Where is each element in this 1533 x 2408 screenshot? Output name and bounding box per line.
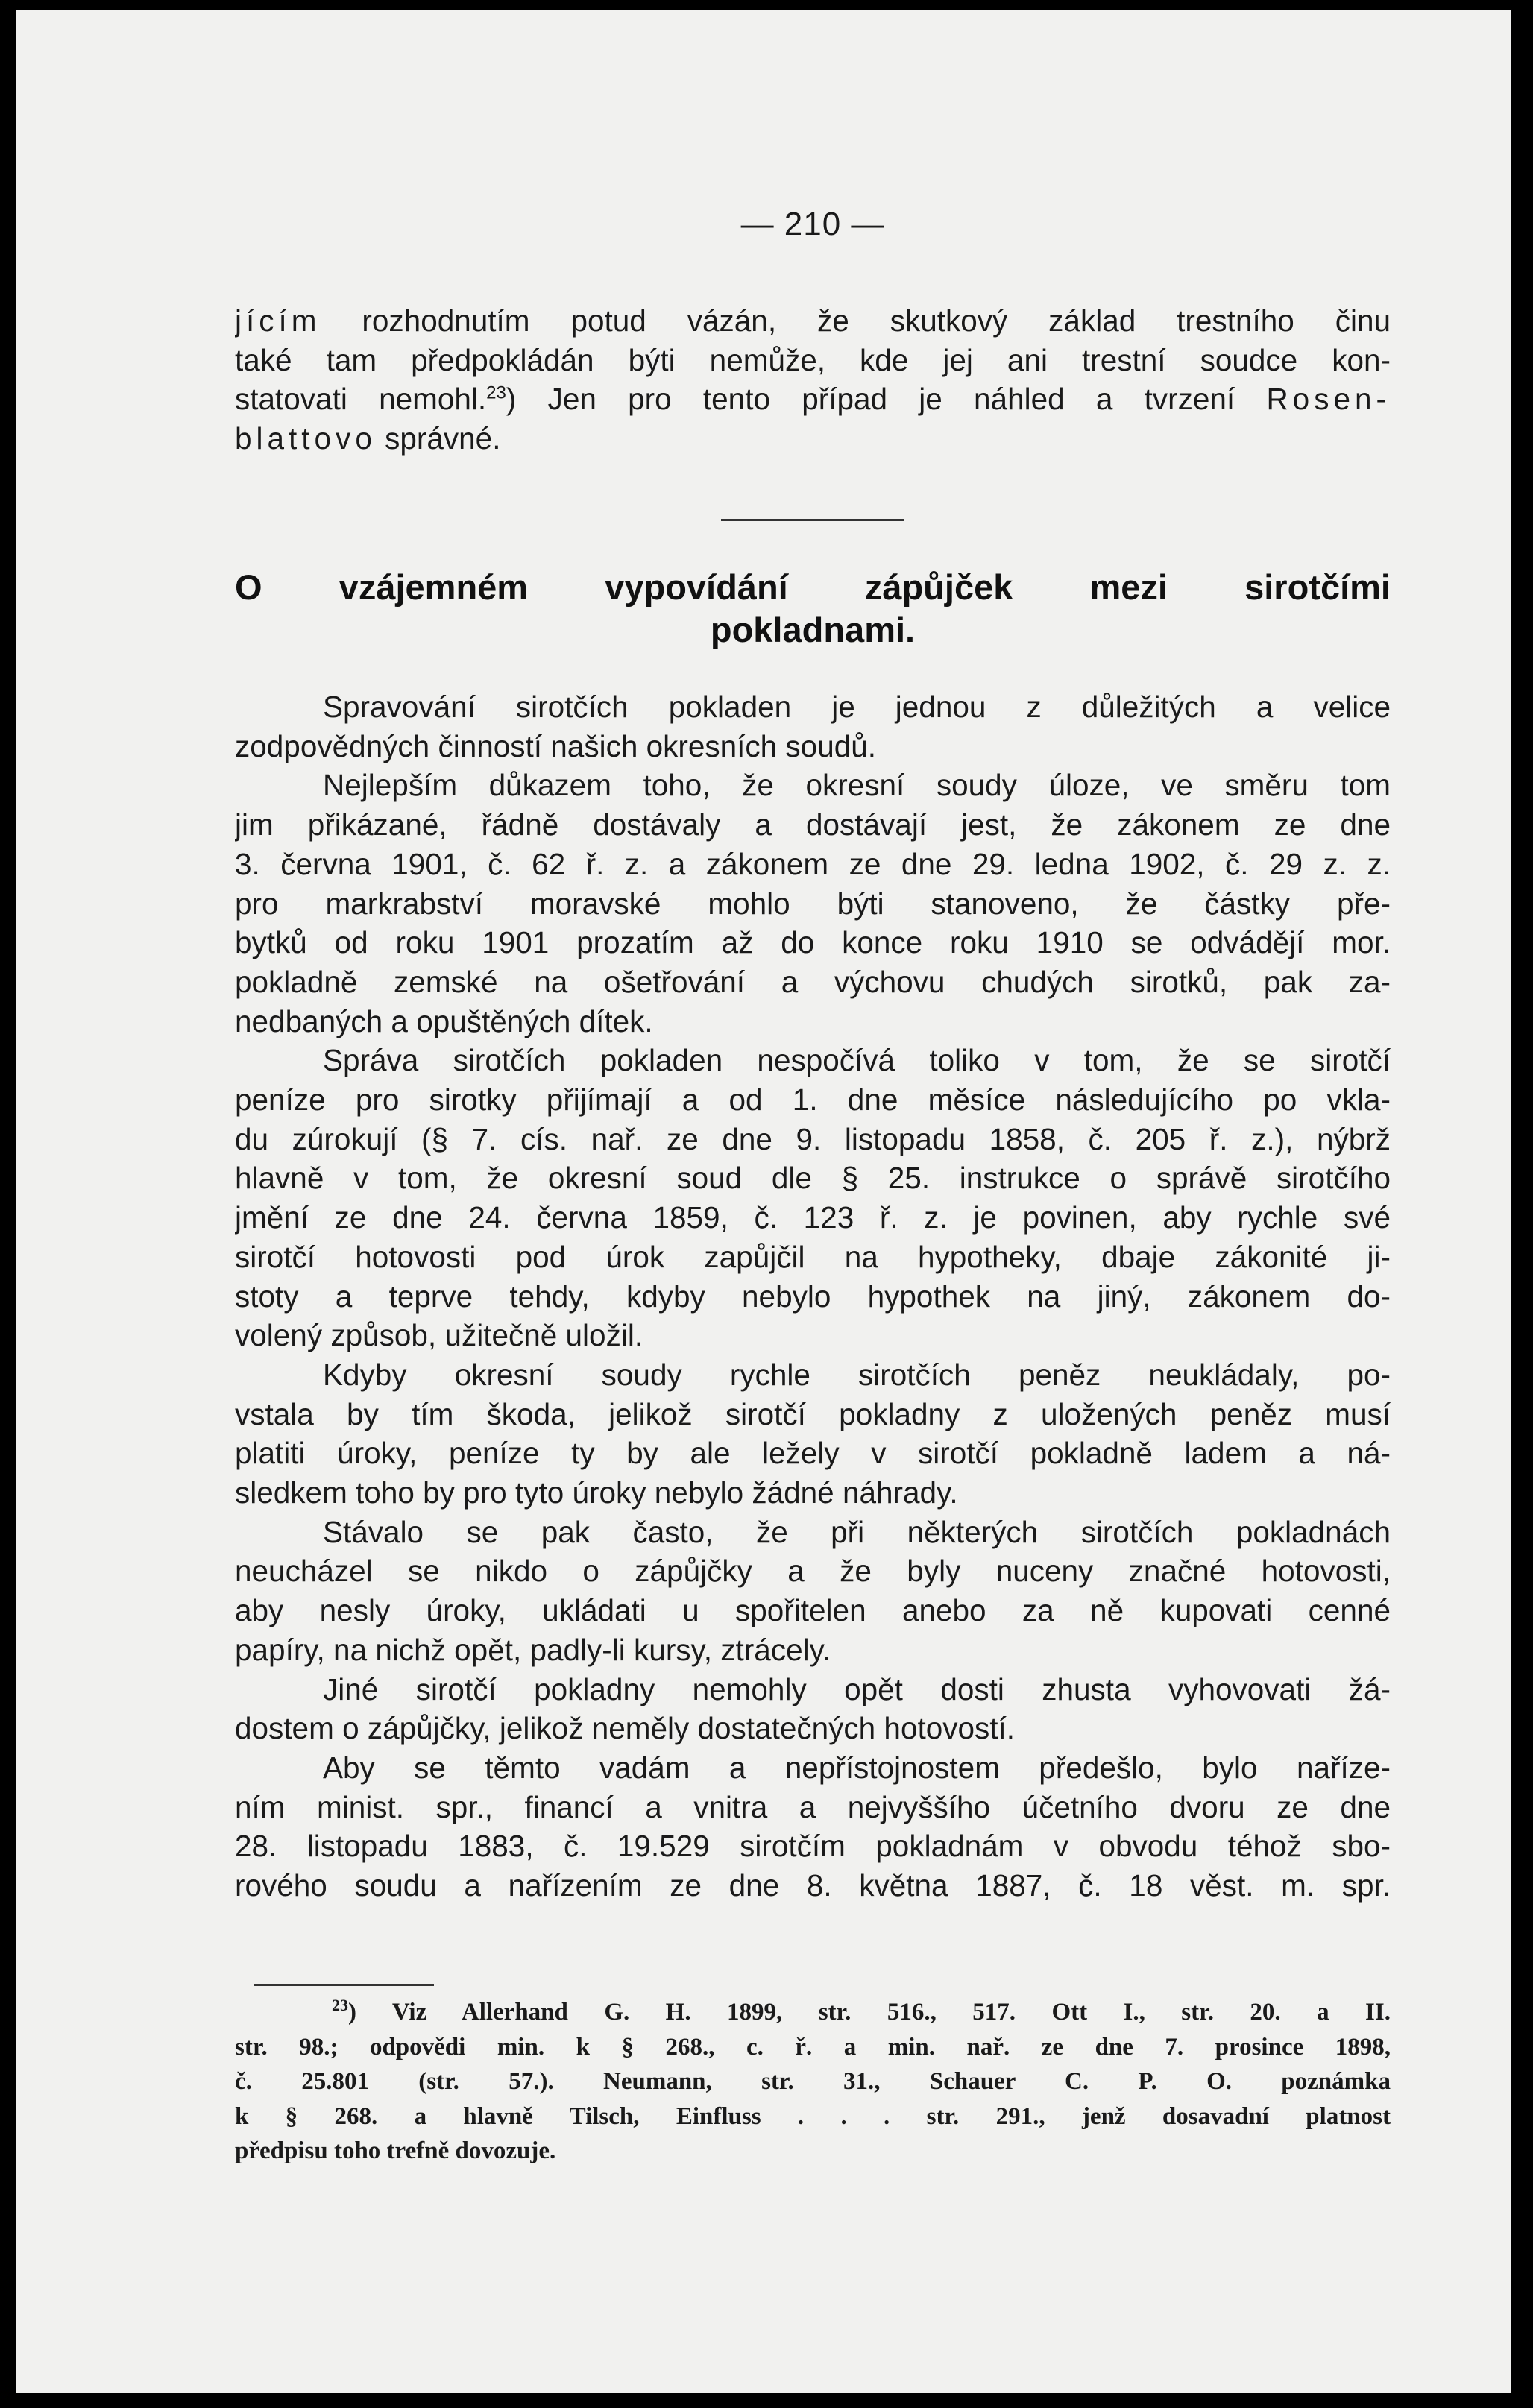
text-line: sirotčí hotovosti pod úrok zapůjčil na hypotheky, dbaje zákonité ji-: [235, 1239, 1391, 1274]
text-line: Správa sirotčích pokladen nespočívá toliko v tom, že se sirotčí: [323, 1043, 1391, 1078]
spaced-word: blattovo: [235, 421, 377, 456]
text-line: dostem o zápůjčky, jelikož neměly dostatečných hotovostí.: [235, 1711, 1016, 1746]
text-line: sledkem toho by pro tyto úroky nebylo žádné náhrady.: [235, 1475, 958, 1510]
footnote-line: předpisu toho trefně dovozuje.: [235, 2137, 556, 2164]
line-text: rozhodnutím potud vázán, že skutkový základ trestního činu: [321, 303, 1391, 338]
text-line: volený způsob, užitečně uložil.: [235, 1318, 643, 1353]
footnote-line: str. 98.; odpovědi min. k § 268., c. ř. a min. nař. ze dne 7. prosince 1898,: [235, 2033, 1391, 2061]
text-line: du zúrokují (§ 7. cís. nař. ze dne 9. listopadu 1858, č. 205 ř. z.), nýbrž: [235, 1121, 1391, 1156]
text-line: nedbaných a opuštěných dítek.: [235, 1003, 653, 1038]
footnote-divider: [254, 1984, 434, 1986]
text-line: zodpovědných činností našich okresních soudů.: [235, 728, 877, 763]
text-line: Stávalo se pak často, že při některých sirotčích pokladnách: [323, 1514, 1391, 1549]
text-line: pokladně zemské na ošetřování a výchovu chudých sirotků, pak za-: [235, 964, 1391, 999]
text-line: [235, 301, 1391, 341]
text-line: [235, 379, 1391, 419]
text-line: neucházel se nikdo o zápůjčky a že byly nuceny značné hotovosti,: [235, 1554, 1391, 1589]
text-line: jim přikázané, řádně dostávaly a dostávají jest, že zákonem ze dne: [235, 807, 1391, 842]
section-heading: [235, 566, 1391, 651]
spaced-word: jícím: [235, 303, 321, 338]
intro-paragraph: [235, 301, 1391, 458]
heading-line: pokladnami.: [710, 610, 916, 649]
text-line: Nejlepším důkazem toho, že okresní soudy úloze, ve směru tom: [323, 768, 1391, 803]
text-line: ním minist. spr., financí a vnitra a nejvyššího účetního dvoru ze dne: [235, 1789, 1391, 1824]
text-line: hlavně v tom, že okresní soud dle § 25. instrukce o správě sirotčího: [235, 1161, 1391, 1196]
heading-line: O vzájemném vypovídání zápůjček mezi sirotčími: [235, 567, 1391, 607]
text-line: 3. června 1901, č. 62 ř. z. a zákonem ze dne 29. ledna 1902, č. 29 z. z.: [235, 846, 1391, 881]
line-text: statovati nemohl.: [235, 382, 487, 417]
footnote-line: [235, 1995, 1391, 2030]
text-line: platiti úroky, peníze ty by ale ležely v sirotčí pokladně ladem a ná-: [235, 1436, 1391, 1471]
footnote-line: k § 268. a hlavně Tilsch, Einfluss . . . str. 291., jenž dosavadní platnost: [235, 2102, 1391, 2130]
footnote-reference: 23: [486, 382, 506, 403]
text-line: Spravování sirotčích pokladen je jednou z důležitých a velice: [323, 690, 1391, 724]
body-text: [235, 687, 1391, 1906]
text-line: bytků od roku 1901 prozatím až do konce roku 1910 se odvádějí mor.: [235, 925, 1391, 960]
text-line: peníze pro sirotky přijímají a od 1. dne měsíce následujícího po vkla-: [235, 1082, 1391, 1118]
text-line: [235, 419, 1391, 458]
text-line: Kdyby okresní soudy rychle sirotčích peněz neukládaly, po-: [323, 1357, 1391, 1392]
footnote-mark: 23: [332, 1996, 348, 2014]
line-text: také tam předpokládán býti nemůže, kde jej ani trestní soudce kon-: [235, 342, 1391, 377]
page-number: — 210 —: [740, 206, 885, 242]
text-line: pro markrabství moravské mohlo býti stanoveno, že částky pře-: [235, 886, 1391, 921]
text-line: [235, 341, 1391, 380]
spaced-word: Rosen-: [1266, 382, 1391, 417]
text-line: rového soudu a nařízením ze dne 8. května 1887, č. 18 věst. m. spr.: [235, 1868, 1391, 1903]
text-line: stoty a teprve tehdy, kdyby nebylo hypothek na jiný, zákonem do-: [235, 1279, 1391, 1314]
text-line: Aby se těmto vadám a nepřístojnostem předešlo, bylo naříze-: [323, 1750, 1391, 1785]
text-line: 28. listopadu 1883, č. 19.529 sirotčím pokladnám v obvodu téhož sbo-: [235, 1829, 1391, 1864]
footnote-text: ) Viz Allerhand G. H. 1899, str. 516., 517. Ott I., str. 20. a II.: [348, 1999, 1391, 2026]
section-divider: [721, 519, 904, 521]
line-text: ) Jen pro tento případ je náhled a tvrzení: [506, 382, 1267, 417]
text-line: vstala by tím škoda, jelikož sirotčí pokladny z uložených peněz musí: [235, 1396, 1391, 1431]
footnote: [235, 1995, 1391, 2169]
scanned-page: [16, 10, 1511, 2393]
line-text: správné.: [376, 421, 501, 456]
text-line: jmění ze dne 24. června 1859, č. 123 ř. z. je povinen, aby rychle své: [235, 1200, 1391, 1235]
text-line: Jiné sirotčí pokladny nemohly opět dosti zhusta vyhovovati žá-: [323, 1671, 1391, 1706]
footnote-line: č. 25.801 (str. 57.). Neumann, str. 31., Schauer C. P. O. poznámka: [235, 2068, 1391, 2095]
text-line: papíry, na nichž opět, padly-li kursy, ztrácely.: [235, 1632, 831, 1667]
text-line: aby nesly úroky, ukládati u spořitelen anebo za ně kupovati cenné: [235, 1593, 1391, 1628]
